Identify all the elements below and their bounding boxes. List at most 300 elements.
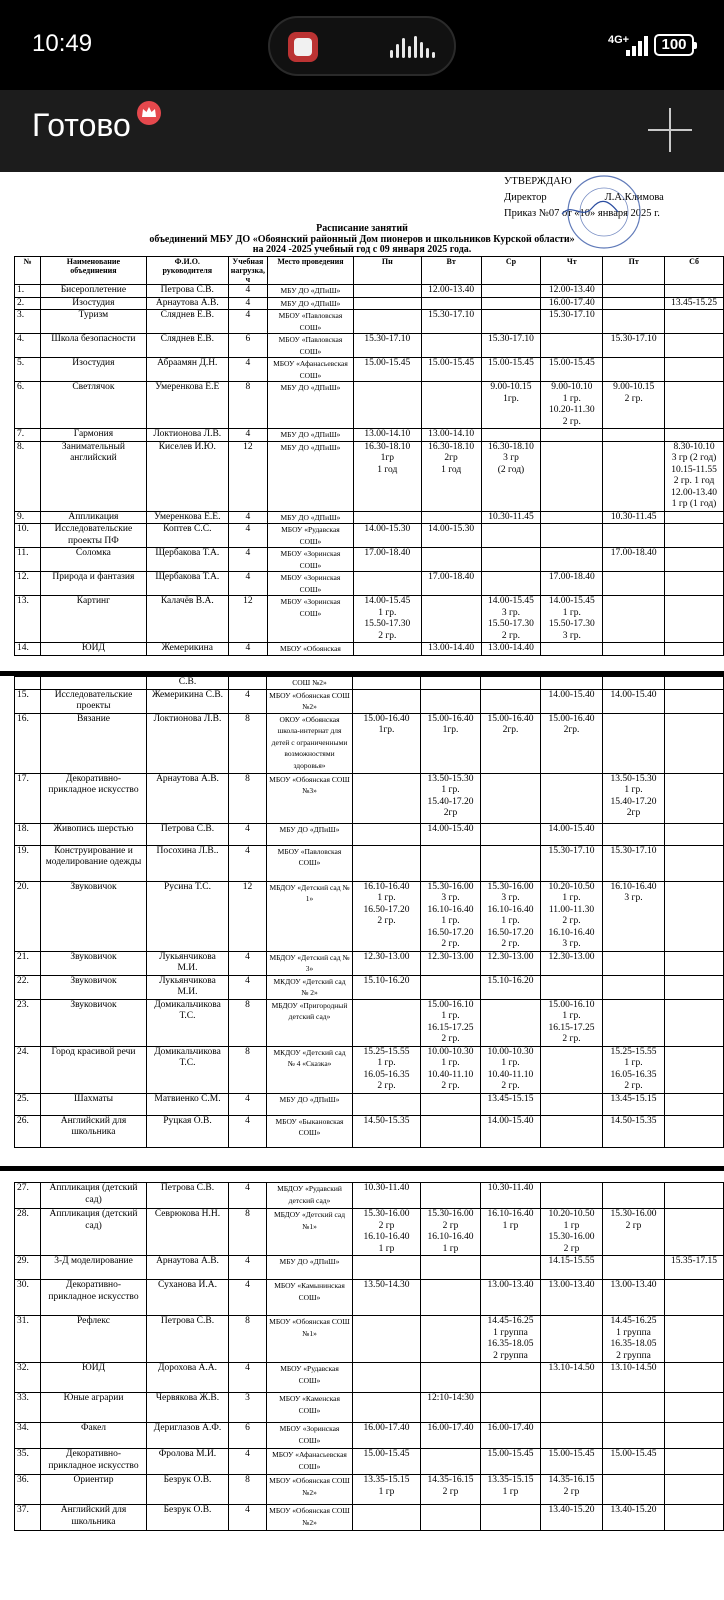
club-name: Аппликация: [40, 511, 146, 524]
hours-per-week: 4: [228, 310, 267, 334]
teacher-name: Руцкая О.В.: [147, 1115, 229, 1147]
hours-per-week: 6: [229, 1423, 267, 1449]
schedule-wed: 16.00-17.40: [481, 1423, 541, 1449]
table-row: [15, 643, 724, 656]
schedule-wed: 15.30-17.10: [481, 334, 541, 358]
club-name: Английский для школьника: [41, 1115, 147, 1147]
schedule-mon: 12.30-13.00: [353, 951, 421, 975]
row-number: 25.: [15, 1093, 41, 1115]
column-header: Сб: [665, 257, 724, 285]
schedule-sat: [665, 1093, 724, 1115]
hours-per-week: 8: [229, 1316, 267, 1363]
schedule-mon: 15.25-15.55 1 гр. 16.05-16.35 2 гр.: [353, 1046, 421, 1093]
schedule-mon: 14.00-15.30: [353, 524, 421, 548]
teacher-name: Петрова С.В.: [147, 1183, 229, 1209]
schedule-wed: [481, 429, 541, 442]
schedule-fri: 14.50-15.35: [603, 1115, 665, 1147]
hours-per-week: 4: [228, 572, 267, 596]
club-name: Шахматы: [41, 1093, 147, 1115]
venue: МБОУ «Обоянская: [268, 643, 354, 656]
schedule-fri: [603, 596, 665, 643]
done-button[interactable]: Готово: [32, 107, 131, 143]
venue: МБОУ «Каменская СОШ»: [267, 1393, 353, 1423]
schedule-fri: 15.30-17.10: [603, 334, 665, 358]
schedule-tue: [421, 297, 481, 310]
schedule-tue: [421, 845, 481, 881]
table-row: [15, 285, 724, 298]
schedule-sat: [665, 1209, 724, 1256]
teacher-name: Безрук О.В.: [147, 1505, 229, 1531]
teacher-name: Жемерикина: [146, 643, 228, 656]
venue: МБДОУ «Детский сад № 3»: [267, 951, 353, 975]
club-name: Занимательный английский: [40, 441, 146, 511]
teacher-name: Дорохова А.А.: [147, 1363, 229, 1393]
club-name: Соломка: [40, 548, 146, 572]
hours-per-week: 4: [229, 951, 267, 975]
hours-per-week: [229, 677, 267, 690]
column-header: Место проведения: [268, 257, 354, 285]
schedule-fri: [603, 1183, 665, 1209]
schedule-fri: 14.00-15.40: [603, 689, 665, 713]
row-number: 33.: [15, 1393, 41, 1423]
schedule-mon: 14.00-15.45 1 гр. 15.50-17.30 2 гр.: [353, 596, 421, 643]
schedule-wed: [481, 310, 541, 334]
column-header: Наименование объединения: [40, 257, 146, 285]
schedule-thu: [541, 1316, 603, 1363]
teacher-name: Локтионова Л.В.: [146, 429, 228, 442]
teacher-name: Матвиенко С.М.: [147, 1093, 229, 1115]
schedule-mon: 15.00-15.45: [353, 1449, 421, 1475]
schedule-fri: [603, 572, 665, 596]
schedule-sat: [665, 713, 724, 773]
schedule-sat: [665, 643, 724, 656]
venue: МБОУ «Павловская СОШ»: [268, 334, 354, 358]
schedule-tue: [421, 1363, 481, 1393]
hours-per-week: 4: [229, 823, 267, 845]
venue: МБДОУ «Пригородный детский сад»: [267, 999, 353, 1046]
hours-per-week: 4: [229, 689, 267, 713]
schedule-thu: 16.00-17.40: [541, 297, 603, 310]
table-row: [15, 334, 724, 358]
schedule-wed: [481, 1505, 541, 1531]
schedule-fri: 15.30-17.10: [603, 845, 665, 881]
venue: МБОУ «Рудавская СОШ»: [268, 524, 354, 548]
row-number: 34.: [15, 1423, 41, 1449]
venue: МБОУ «Обоянская СОШ №2»: [267, 1505, 353, 1531]
schedule-wed: 13.00-13.40: [481, 1280, 541, 1316]
schedule-mon: [353, 310, 421, 334]
premium-crown-icon[interactable]: [136, 100, 162, 126]
schedule-mon: [353, 999, 421, 1046]
schedule-tue: [421, 1115, 481, 1147]
teacher-name: Суханова И.А.: [147, 1280, 229, 1316]
schedule-mon: 13.50-14.30: [353, 1280, 421, 1316]
venue: МБУ ДО «ДПиШ»: [268, 429, 354, 442]
schedule-wed: [481, 297, 541, 310]
schedule-tue: [421, 1093, 481, 1115]
schedule-mon: [353, 845, 421, 881]
schedule-sat: [665, 999, 724, 1046]
schedule-fri: 13.00-13.40: [603, 1280, 665, 1316]
table-row: [15, 975, 724, 999]
page-separator: [0, 1166, 724, 1171]
teacher-name: Дериглазов А.Ф.: [147, 1423, 229, 1449]
schedule-sat: [665, 881, 724, 951]
teacher-name: Петрова С.В.: [147, 1316, 229, 1363]
schedule-tue: [421, 689, 481, 713]
schedule-wed: [481, 677, 541, 690]
club-name: Ориентир: [41, 1475, 147, 1505]
schedule-mon: [353, 689, 421, 713]
schedule-thu: 10.20-10.50 1 гр 15.30-16.00 2 гр: [541, 1209, 603, 1256]
schedule-thu: 12.00-13.40: [541, 285, 603, 298]
schedule-fri: [603, 951, 665, 975]
teacher-name: Умеренкова Е.Е: [146, 382, 228, 429]
schedule-thu: 15.30-17.10: [541, 845, 603, 881]
hours-per-week: 4: [229, 1280, 267, 1316]
schedule-thu: 15.00-16.40 2гр.: [541, 713, 603, 773]
schedule-fri: [603, 713, 665, 773]
club-name: Юные аграрии: [41, 1393, 147, 1423]
document-page-3: [0, 1172, 724, 1600]
table-row: [15, 310, 724, 334]
schedule-table-page-2: [14, 676, 724, 1148]
table-row: [15, 999, 724, 1046]
network-type: 4G+: [608, 34, 630, 46]
club-name: Факел: [41, 1423, 147, 1449]
hours-per-week: 4: [229, 1505, 267, 1531]
table-row: [15, 382, 724, 429]
status-time: 10:49: [32, 30, 93, 57]
table-row: [15, 1505, 724, 1531]
schedule-sat: [665, 1046, 724, 1093]
venue: МКДОУ «Детский сад № 2»: [267, 975, 353, 999]
schedule-wed: 15.30-16.00 3 гр. 16.10-16.40 1 гр. 16.50-17.20 2 гр.: [481, 881, 541, 951]
add-icon[interactable]: [648, 108, 692, 152]
schedule-thu: 9.00-10.10 1 гр. 10.20-11.30 2 гр.: [541, 382, 603, 429]
schedule-mon: [353, 1505, 421, 1531]
schedule-tue: 14.35-16.15 2 гр: [421, 1475, 481, 1505]
schedule-sat: [665, 823, 724, 845]
schedule-thu: 14.00-15.40: [541, 823, 603, 845]
table-header-row: [15, 257, 724, 285]
schedule-fri: [603, 1256, 665, 1280]
schedule-sat: [665, 1393, 724, 1423]
schedule-thu: 14.00-15.45 1 гр. 15.50-17.30 3 гр.: [541, 596, 603, 643]
schedule-wed: [481, 548, 541, 572]
schedule-fri: [603, 1475, 665, 1505]
schedule-fri: [603, 1423, 665, 1449]
teacher-name: Щербакова Т.А.: [146, 572, 228, 596]
teacher-name: Жемерикина С.В.: [147, 689, 229, 713]
schedule-thu: 13.00-13.40: [541, 1280, 603, 1316]
teacher-name: Домикальчикова Т.С.: [147, 1046, 229, 1093]
row-number: 9.: [15, 511, 41, 524]
table-row: [15, 845, 724, 881]
teacher-name: Умеренкова Е.Е.: [146, 511, 228, 524]
hours-per-week: 4: [228, 297, 267, 310]
row-number: 16.: [15, 713, 41, 773]
schedule-wed: 15.10-16.20: [481, 975, 541, 999]
table-row: [15, 1256, 724, 1280]
hours-per-week: 4: [229, 975, 267, 999]
schedule-sat: 13.45-15.25: [665, 297, 724, 310]
column-header: Вт: [421, 257, 481, 285]
venue: МБОУ «Обоянская СОШ №2»: [267, 689, 353, 713]
schedule-wed: [481, 823, 541, 845]
table-row: [15, 823, 724, 845]
teacher-name: Фролова М.И.: [147, 1449, 229, 1475]
schedule-tue: [421, 334, 481, 358]
hours-per-week: 8: [229, 713, 267, 773]
schedule-thu: 13.40-15.20: [541, 1505, 603, 1531]
schedule-wed: 15.00-15.45: [481, 358, 541, 382]
club-name: Картинг: [40, 596, 146, 643]
schedule-tue: 16.00-17.40: [421, 1423, 481, 1449]
hours-per-week: 6: [228, 334, 267, 358]
schedule-wed: [481, 689, 541, 713]
row-number: 3.: [15, 310, 41, 334]
schedule-wed: 13.35-15.15 1 гр: [481, 1475, 541, 1505]
club-name: Школа безопасности: [40, 334, 146, 358]
teacher-name: Петрова С.В.: [147, 823, 229, 845]
schedule-thu: 13.10-14.50: [541, 1363, 603, 1393]
schedule-thu: 15.30-17.10: [541, 310, 603, 334]
schedule-thu: 14.35-16.15 2 гр: [541, 1475, 603, 1505]
schedule-tue: [421, 975, 481, 999]
schedule-mon: [353, 773, 421, 823]
schedule-sat: [665, 572, 724, 596]
schedule-tue: 15.30-16.00 3 гр. 16.10-16.40 1 гр. 16.50-17.20 2 гр.: [421, 881, 481, 951]
schedule-wed: 13.45-15.15: [481, 1093, 541, 1115]
schedule-sat: [665, 382, 724, 429]
schedule-wed: [481, 1363, 541, 1393]
schedule-mon: [353, 285, 421, 298]
hours-per-week: 8: [229, 773, 267, 823]
app-toolbar: [0, 90, 724, 172]
row-number: 13.: [15, 596, 41, 643]
club-name: Исследовательские проекты: [41, 689, 147, 713]
row-number: 24.: [15, 1046, 41, 1093]
teacher-name: Арнаутова А.В.: [146, 297, 228, 310]
schedule-sat: [665, 285, 724, 298]
schedule-wed: [481, 1256, 541, 1280]
schedule-mon: [353, 572, 421, 596]
hours-per-week: 8: [229, 999, 267, 1046]
table-row: [15, 511, 724, 524]
table-row: [15, 1093, 724, 1115]
schedule-sat: [665, 310, 724, 334]
row-number: 27.: [15, 1183, 41, 1209]
schedule-thu: [541, 441, 603, 511]
row-number: [15, 677, 41, 690]
schedule-sat: [665, 429, 724, 442]
approve-heading: УТВЕРЖДАЮ: [504, 176, 572, 187]
venue: МБДОУ «Рудавский детский сад»: [267, 1183, 353, 1209]
club-name: Аппликация (детский сад): [41, 1209, 147, 1256]
schedule-thu: 12.30-13.00: [541, 951, 603, 975]
table-row: [15, 1046, 724, 1093]
table-row: [15, 441, 724, 511]
row-number: 21.: [15, 951, 41, 975]
schedule-mon: 13.35-15.15 1 гр: [353, 1475, 421, 1505]
schedule-fri: 16.10-16.40 3 гр.: [603, 881, 665, 951]
schedule-mon: [353, 511, 421, 524]
club-name: Вязание: [41, 713, 147, 773]
club-name: ЮИД: [41, 1363, 147, 1393]
schedule-mon: 13.00-14.10: [353, 429, 421, 442]
schedule-mon: 16.00-17.40: [353, 1423, 421, 1449]
schedule-wed: [481, 1393, 541, 1423]
hours-per-week: 4: [228, 548, 267, 572]
schedule-fri: [603, 823, 665, 845]
schedule-fri: [603, 441, 665, 511]
battery-icon: 100: [654, 34, 694, 56]
row-number: 20.: [15, 881, 41, 951]
schedule-fri: [603, 358, 665, 382]
teacher-name: Локтионова Л.В.: [147, 713, 229, 773]
hours-per-week: 8: [229, 1046, 267, 1093]
teacher-name: Домикальчикова Т.С.: [147, 999, 229, 1046]
schedule-tue: 12.00-13.40: [421, 285, 481, 298]
row-number: 6.: [15, 382, 41, 429]
row-number: 14.: [15, 643, 41, 656]
approve-director: Директор Л.А.Климова: [504, 192, 664, 203]
hours-per-week: 4: [228, 524, 267, 548]
hours-per-week: 4: [229, 1256, 267, 1280]
schedule-wed: 14.00-15.45 3 гр. 15.50-17.30 2 гр.: [481, 596, 541, 643]
club-name: Туризм: [40, 310, 146, 334]
schedule-fri: 15.25-15.55 1 гр. 16.05-16.35 2 гр.: [603, 1046, 665, 1093]
schedule-sat: [665, 1505, 724, 1531]
schedule-fri: 17.00-18.40: [603, 548, 665, 572]
now-playing-app-icon[interactable]: [288, 32, 318, 62]
hours-per-week: 4: [229, 1115, 267, 1147]
document-viewer[interactable]: [0, 172, 724, 1600]
club-name: Звуковичок: [41, 999, 147, 1046]
schedule-fri: 15.00-15.45: [603, 1449, 665, 1475]
row-number: 35.: [15, 1449, 41, 1475]
schedule-tue: [421, 1449, 481, 1475]
schedule-tue: [421, 596, 481, 643]
schedule-thu: [541, 1115, 603, 1147]
schedule-sat: [665, 358, 724, 382]
hours-per-week: 12: [228, 596, 267, 643]
column-header: №: [15, 257, 41, 285]
hours-per-week: 8: [229, 1209, 267, 1256]
schedule-mon: [353, 1256, 421, 1280]
dynamic-island[interactable]: [268, 16, 456, 76]
venue: МБОУ «Зоринская СОШ»: [268, 548, 354, 572]
schedule-tue: [421, 511, 481, 524]
table-row: [15, 572, 724, 596]
schedule-tue: [421, 382, 481, 429]
schedule-mon: 16.10-16.40 1 гр. 16.50-17.20 2 гр.: [353, 881, 421, 951]
schedule-fri: 13.45-15.15: [603, 1093, 665, 1115]
table-row: [15, 1423, 724, 1449]
table-row: [15, 881, 724, 951]
schedule-fri: [603, 310, 665, 334]
schedule-fri: [603, 285, 665, 298]
schedule-tue: 13.50-15.30 1 гр. 15.40-17.20 2гр: [421, 773, 481, 823]
venue: МБУ ДО «ДПиШ»: [267, 1256, 353, 1280]
venue: МБОУ «Обоянская СОШ №3»: [267, 773, 353, 823]
schedule-mon: 16.30-18.10 1гр 1 год: [353, 441, 421, 511]
venue: МБОУ «Камынинская СОШ»: [267, 1280, 353, 1316]
schedule-mon: [353, 1316, 421, 1363]
teacher-name: Абраамян Д.Н.: [146, 358, 228, 382]
schedule-tue: 12:10-14:30: [421, 1393, 481, 1423]
schedule-thu: [541, 975, 603, 999]
table-row: [15, 297, 724, 310]
venue: МБОУ «Павловская СОШ»: [267, 845, 353, 881]
schedule-mon: [353, 382, 421, 429]
row-number: 19.: [15, 845, 41, 881]
schedule-tue: 15.30-16.00 2 гр 16.10-16.40 1 гр: [421, 1209, 481, 1256]
column-header: Пт: [603, 257, 665, 285]
row-number: 29.: [15, 1256, 41, 1280]
schedule-fri: 9.00-10.15 2 гр.: [603, 382, 665, 429]
schedule-wed: 10.30-11.40: [481, 1183, 541, 1209]
schedule-title: Расписание занятий объединений МБУ ДО «Обоянский районный Дом пионеров и школьников Курской области» на 2024 -2025 учебный год с 09 января 2025 года.: [149, 223, 575, 255]
schedule-fri: 13.50-15.30 1 гр. 15.40-17.20 2гр: [603, 773, 665, 823]
schedule-thu: [541, 677, 603, 690]
schedule-mon: [353, 297, 421, 310]
row-number: 17.: [15, 773, 41, 823]
club-name: ЮИД: [40, 643, 146, 656]
row-number: 28.: [15, 1209, 41, 1256]
venue: МБДОУ «Детский сад № 1»: [267, 881, 353, 951]
row-number: 2.: [15, 297, 41, 310]
schedule-sat: [665, 975, 724, 999]
club-name: Аппликация (детский сад): [41, 1183, 147, 1209]
schedule-mon: [353, 643, 421, 656]
schedule-sat: [665, 1475, 724, 1505]
venue: СОШ №2»: [267, 677, 353, 690]
teacher-name: Сляднев Е.В.: [146, 334, 228, 358]
schedule-tue: 15.00-16.10 1 гр. 16.15-17.25 2 гр.: [421, 999, 481, 1046]
schedule-tue: [421, 1505, 481, 1531]
row-number: 18.: [15, 823, 41, 845]
club-name: Звуковичок: [41, 951, 147, 975]
venue: МБУ ДО «ДПиШ»: [268, 297, 354, 310]
hours-per-week: 12: [229, 881, 267, 951]
schedule-thu: [541, 548, 603, 572]
schedule-mon: [353, 677, 421, 690]
schedule-sat: [665, 1183, 724, 1209]
table-row: [15, 1393, 724, 1423]
teacher-name: Арнаутова А.В.: [147, 773, 229, 823]
schedule-sat: [665, 845, 724, 881]
venue: МБОУ «Зоринская СОШ»: [267, 1423, 353, 1449]
column-header: Чт: [541, 257, 603, 285]
schedule-thu: 15.00-15.45: [541, 358, 603, 382]
schedule-mon: [353, 1093, 421, 1115]
column-header: Пн: [353, 257, 421, 285]
club-name: Изостудия: [40, 297, 146, 310]
schedule-sat: [665, 1449, 724, 1475]
table-row: [15, 1280, 724, 1316]
row-number: 4.: [15, 334, 41, 358]
schedule-tue: 13.00-14.40: [421, 643, 481, 656]
teacher-name: Киселев И.Ю.: [146, 441, 228, 511]
venue: МБУ ДО «ДПиШ»: [267, 823, 353, 845]
schedule-tue: 14.00-15.40: [421, 823, 481, 845]
status-bar: [0, 0, 724, 90]
table-row: [15, 773, 724, 823]
club-name: Английский для школьника: [41, 1505, 147, 1531]
schedule-fri: [603, 643, 665, 656]
